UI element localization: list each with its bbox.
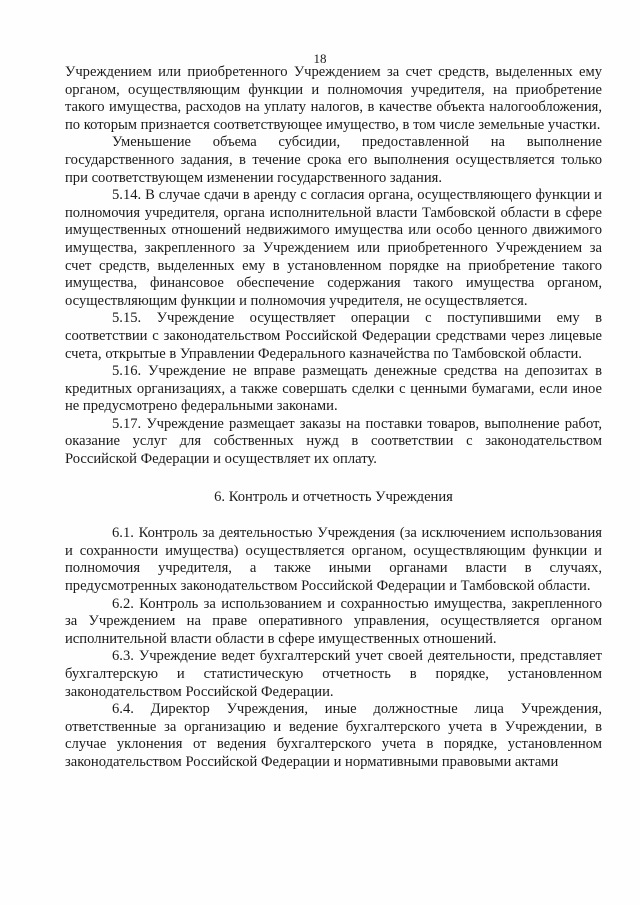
paragraph-continuation: Учреждением или приобретенного Учреждением за счет средств, выделенных ему органом, осуществляющим функции и полномочия учредителя, на приобретение такого имущества, расходов на уплату налогов, в качестве объекта налогообложения, по которым признается соответствующее имущество, в том числе земельные участки. — [65, 64, 602, 133]
paragraph-5-17: 5.17. Учреждение размещает заказы на поставки товаров, выполнение работ, оказание услуг для собственных нужд в соответствии с законодательством Российской Федерации и осуществляет их оплату. — [65, 415, 602, 468]
paragraph-5-15: 5.15. Учреждение осуществляет операции с поступившими ему в соответствии с законодательством Российской Федерации средствами через лицевые счета, открытые в Управлении Федерального казначейства по Тамбовской области. — [65, 310, 602, 362]
paragraph-5-14: 5.14. В случае сдачи в аренду с согласия органа, осуществляющего функции и полномочия учредителя, органа исполнительной власти Тамбовской области в сфере имущественных отношений недвижимого имущества или особо ценного движимого имущества, закрепленного за Учреждением или приобретенного Учреждением за счет средств, выделенных ему в установленном порядке на приобретение такого имущества, финансовое обеспечение содержания такого имущества органом, осуществляющим функции и полномочия учредителя, не осуществляется. — [65, 187, 602, 309]
paragraph-6-2: 6.2. Контроль за использованием и сохранностью имущества, закрепленного за Учреждением на праве оперативного управления, осуществляется органом исполнительной власти области в сфере имущественных отношений. — [65, 595, 602, 647]
page-number: 18 — [313, 51, 327, 66]
paragraph-subsidy-reduction: Уменьшение объема субсидии, предоставленной на выполнение государственного задания, в течение срока его выполнения осуществляется только при соответствующем изменении государственного задания. — [65, 134, 602, 186]
paragraph-5-16: 5.16. Учреждение не вправе размещать денежные средства на депозитах в кредитных организациях, а также совершать сделки с ценными бумагами, если иное не предусмотрено федеральными законами. — [65, 363, 602, 415]
paragraph-6-4: 6.4. Директор Учреждения, иные должностные лица Учреждения, ответственные за организацию и ведение бухгалтерского учета в Учреждении, в случае уклонения от ведения бухгалтерского учета в порядке, установленном законодательством Российской Федерации и нормативными правовыми актами — [65, 701, 602, 770]
paragraph-6-1: 6.1. Контроль за деятельностью Учреждения (за исключением использования и сохранности имущества) осуществляется органом, осуществляющим функции и полномочия учредителя, а также иными органами власти в случаях, предусмотренных законодательством Российской Федерации и Тамбовской области. — [65, 525, 602, 595]
paragraph-6-3: 6.3. Учреждение ведет бухгалтерский учет своей деятельности, представляет бухгалтерскую и статистическую отчетность в порядке, установленном законодательством Российской Федерации. — [65, 648, 602, 700]
section-heading: 6. Контроль и отчетность Учреждения — [214, 488, 453, 505]
document-body — [65, 64, 602, 772]
